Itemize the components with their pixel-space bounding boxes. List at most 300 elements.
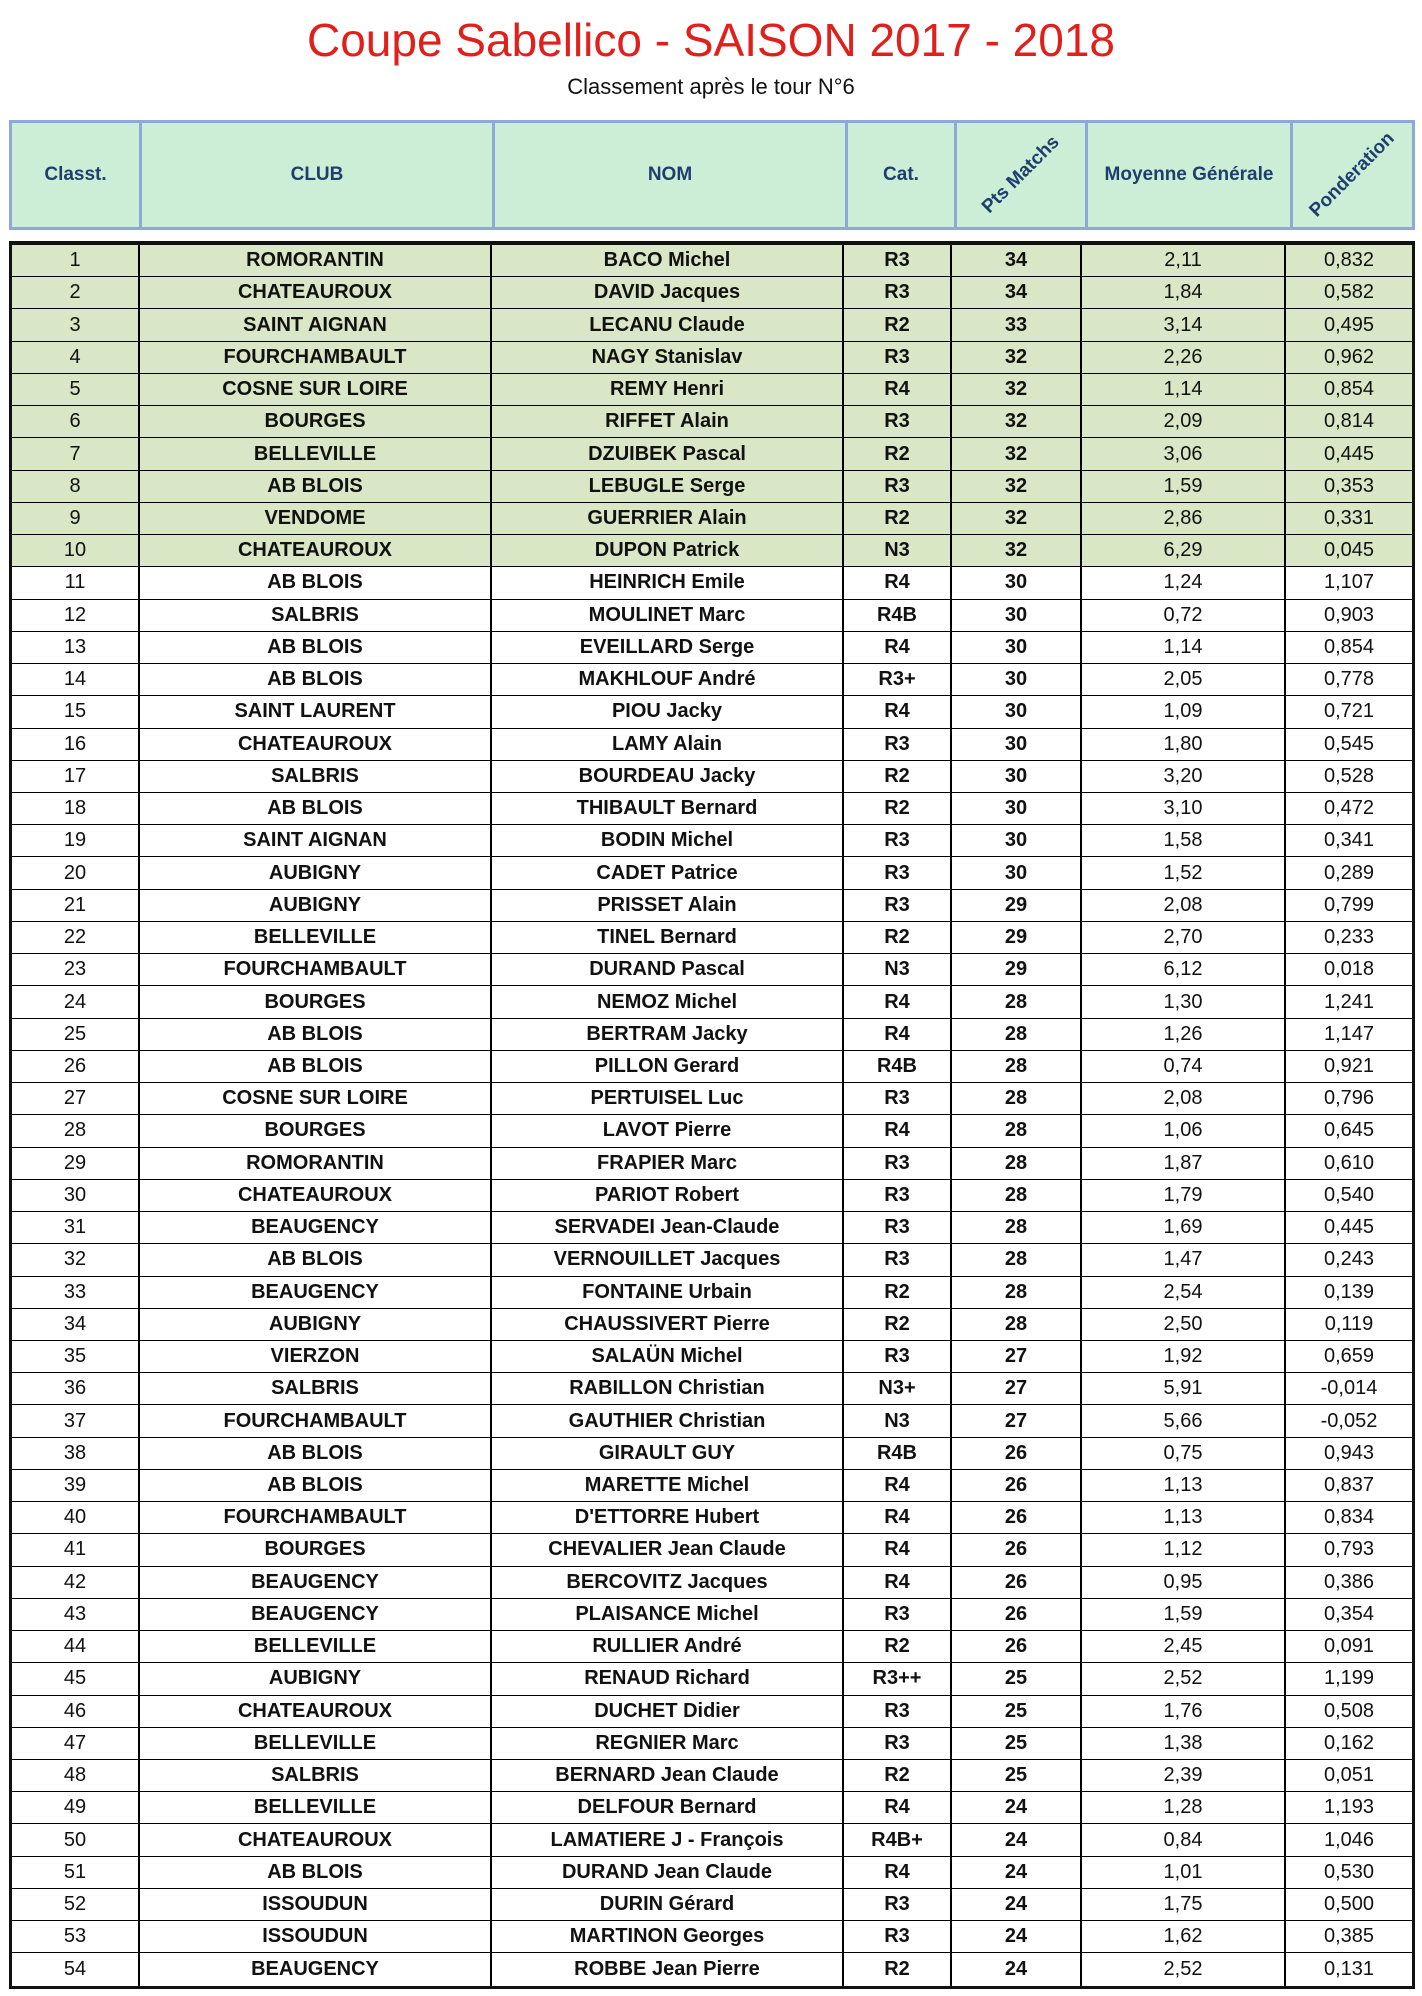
cell-category: R3 — [844, 1921, 952, 1952]
cell-club: AB BLOIS — [140, 471, 492, 502]
cell-points: 32 — [952, 374, 1082, 405]
table-row — [12, 1373, 1412, 1405]
cell-name: LAMATIERE J - François — [492, 1824, 844, 1855]
cell-rank: 17 — [12, 761, 140, 792]
cell-weighting: 0,659 — [1323, 1345, 1375, 1368]
cell-average: 1,59 — [1082, 1599, 1286, 1630]
cell-rank: 2 — [12, 277, 140, 308]
cell-category: R4 — [844, 567, 952, 598]
cell-average: 1,69 — [1082, 1212, 1286, 1243]
cell-name: FRAPIER Marc — [492, 1148, 844, 1179]
cell-average: 2,70 — [1082, 922, 1286, 953]
table-row — [12, 1244, 1412, 1276]
cell-points: 30 — [952, 664, 1082, 695]
cell-points: 26 — [952, 1502, 1082, 1533]
cell-name: HEINRICH Emile — [492, 567, 844, 598]
cell-name: ROBBE Jean Pierre — [492, 1953, 844, 1985]
cell-category: R3 — [844, 1599, 952, 1630]
cell-weighting: 1,241 — [1323, 990, 1375, 1013]
cell-name: BOURDEAU Jacky — [492, 761, 844, 792]
cell-club: AB BLOIS — [140, 664, 492, 695]
cell-name: LAVOT Pierre — [492, 1115, 844, 1146]
cell-club: BOURGES — [140, 1534, 492, 1565]
cell-weighting: 0,854 — [1286, 374, 1412, 405]
table-row — [12, 632, 1412, 664]
table-row — [12, 729, 1412, 761]
cell-average: 1,13 — [1082, 1470, 1286, 1501]
table-row — [12, 600, 1412, 632]
cell-category: R2 — [844, 793, 952, 824]
cell-rank: 54 — [12, 1953, 140, 1985]
cell-weighting: 0,472 — [1323, 797, 1375, 820]
cell-club: BELLEVILLE — [140, 1728, 492, 1759]
cell-category: R4 — [844, 1470, 952, 1501]
table-row — [12, 1857, 1412, 1889]
cell-rank: 45 — [12, 1663, 140, 1694]
cell-average: 1,01 — [1082, 1857, 1286, 1888]
cell-weighting: 0,508 — [1323, 1699, 1375, 1722]
cell-rank: 43 — [12, 1599, 140, 1630]
cell-rank: 1 — [12, 245, 140, 276]
cell-category: R2 — [844, 309, 952, 340]
cell-category: R4 — [844, 1502, 952, 1533]
cell-average: 1,58 — [1082, 825, 1286, 856]
cell-name: SERVADEI Jean-Claude — [492, 1212, 844, 1243]
table-row — [12, 1631, 1412, 1663]
cell-weighting: 0,796 — [1323, 1087, 1375, 1110]
cell-club: CHATEAUROUX — [140, 1180, 492, 1211]
cell-weighting: 0,385 — [1323, 1925, 1375, 1948]
cell-name: D'ETTORRE Hubert — [492, 1502, 844, 1533]
cell-category: R4 — [844, 986, 952, 1017]
cell-average: 2,39 — [1082, 1760, 1286, 1791]
cell-weighting: 1,147 — [1323, 1022, 1375, 1045]
cell-category: R4 — [844, 1857, 952, 1888]
cell-club: BELLEVILLE — [140, 1631, 492, 1662]
cell-category: R3 — [844, 342, 952, 373]
table-row — [12, 438, 1412, 470]
cell-weighting: 0,354 — [1323, 1602, 1375, 1625]
table-row — [12, 1438, 1412, 1470]
cell-name: PARIOT Robert — [492, 1180, 844, 1211]
cell-average: 5,66 — [1082, 1405, 1286, 1436]
cell-weighting: 1,193 — [1323, 1796, 1375, 1819]
cell-average: 2,45 — [1082, 1631, 1286, 1662]
cell-category: R4 — [844, 1567, 952, 1598]
cell-rank: 29 — [12, 1148, 140, 1179]
cell-average: 1,30 — [1082, 986, 1286, 1017]
cell-rank: 3 — [12, 309, 140, 340]
cell-category: R4 — [844, 1792, 952, 1823]
cell-name: DAVID Jacques — [492, 277, 844, 308]
cell-average: 3,06 — [1082, 438, 1286, 469]
cell-rank: 33 — [12, 1277, 140, 1308]
cell-name: DELFOUR Bernard — [492, 1792, 844, 1823]
cell-average: 1,87 — [1082, 1148, 1286, 1179]
table-row — [12, 1889, 1412, 1921]
table-row — [12, 342, 1412, 374]
cell-club: BOURGES — [140, 406, 492, 437]
cell-points: 28 — [952, 1148, 1082, 1179]
cell-club: AB BLOIS — [140, 1051, 492, 1082]
cell-weighting: 0,445 — [1323, 1216, 1375, 1239]
table-row — [12, 986, 1412, 1018]
table-row — [12, 1792, 1412, 1824]
cell-rank: 14 — [12, 664, 140, 695]
cell-club: SAINT AIGNAN — [140, 309, 492, 340]
cell-name: PILLON Gerard — [492, 1051, 844, 1082]
cell-points: 28 — [952, 986, 1082, 1017]
cell-weighting: 0,545 — [1323, 732, 1375, 755]
cell-weighting: 0,331 — [1286, 503, 1412, 534]
cell-rank: 19 — [12, 825, 140, 856]
cell-points: 33 — [952, 309, 1082, 340]
cell-category: R3 — [844, 1889, 952, 1920]
cell-category: N3+ — [844, 1373, 952, 1404]
cell-points: 26 — [952, 1631, 1082, 1662]
cell-name: MARTINON Georges — [492, 1921, 844, 1952]
header-points — [957, 123, 1085, 227]
cell-rank: 6 — [12, 406, 140, 437]
cell-average: 1,38 — [1082, 1728, 1286, 1759]
cell-points: 32 — [952, 535, 1082, 566]
cell-rank: 4 — [12, 342, 140, 373]
cell-club: FOURCHAMBAULT — [140, 954, 492, 985]
cell-weighting: 0,832 — [1286, 245, 1412, 276]
cell-category: R3 — [844, 277, 952, 308]
table-row — [12, 1728, 1412, 1760]
cell-weighting: 0,834 — [1323, 1506, 1375, 1529]
cell-rank: 27 — [12, 1083, 140, 1114]
cell-points: 24 — [952, 1889, 1082, 1920]
cell-club: AB BLOIS — [140, 632, 492, 663]
table-row — [12, 1824, 1412, 1856]
cell-points: 28 — [952, 1244, 1082, 1275]
cell-points: 26 — [952, 1470, 1082, 1501]
cell-name: DURAND Pascal — [492, 954, 844, 985]
cell-average: 1,14 — [1082, 632, 1286, 663]
table-row — [12, 245, 1412, 277]
cell-points: 27 — [952, 1405, 1082, 1436]
cell-category: R3 — [844, 1212, 952, 1243]
cell-name: LAMY Alain — [492, 729, 844, 760]
table-row — [12, 406, 1412, 438]
cell-category: R2 — [844, 1277, 952, 1308]
cell-average: 1,59 — [1082, 471, 1286, 502]
cell-name: VERNOUILLET Jacques — [492, 1244, 844, 1275]
cell-club: COSNE SUR LOIRE — [140, 374, 492, 405]
cell-points: 32 — [952, 342, 1082, 373]
cell-weighting: 0,645 — [1323, 1119, 1375, 1142]
cell-rank: 46 — [12, 1696, 140, 1727]
cell-rank: 13 — [12, 632, 140, 663]
cell-rank: 50 — [12, 1824, 140, 1855]
cell-club: VENDOME — [140, 503, 492, 534]
cell-weighting: 0,289 — [1323, 861, 1375, 884]
cell-average: 1,79 — [1082, 1180, 1286, 1211]
table-row — [12, 793, 1412, 825]
cell-category: N3 — [844, 535, 952, 566]
cell-name: DZUIBEK Pascal — [492, 438, 844, 469]
cell-rank: 5 — [12, 374, 140, 405]
cell-weighting: -0,052 — [1320, 1409, 1378, 1432]
cell-rank: 30 — [12, 1180, 140, 1211]
ranking-table — [9, 241, 1415, 1989]
cell-weighting: 0,921 — [1323, 1054, 1375, 1077]
cell-category: R3 — [844, 471, 952, 502]
cell-average: 0,84 — [1082, 1824, 1286, 1855]
cell-category: R3 — [844, 245, 952, 276]
cell-average: 3,10 — [1082, 793, 1286, 824]
cell-points: 25 — [952, 1696, 1082, 1727]
table-row — [12, 1663, 1412, 1695]
cell-rank: 23 — [12, 954, 140, 985]
table-row — [12, 1760, 1412, 1792]
cell-club: AB BLOIS — [140, 1244, 492, 1275]
cell-club: VIERZON — [140, 1341, 492, 1372]
cell-category: R2 — [844, 438, 952, 469]
cell-club: BEAUGENCY — [140, 1212, 492, 1243]
cell-name: GIRAULT GUY — [492, 1438, 844, 1469]
cell-rank: 26 — [12, 1051, 140, 1082]
table-row — [12, 1599, 1412, 1631]
table-row — [12, 309, 1412, 341]
cell-average: 1,84 — [1082, 277, 1286, 308]
cell-rank: 49 — [12, 1792, 140, 1823]
cell-rank: 18 — [12, 793, 140, 824]
cell-rank: 25 — [12, 1019, 140, 1050]
cell-weighting: 0,721 — [1323, 700, 1375, 723]
table-row — [12, 277, 1412, 309]
cell-club: BEAUGENCY — [140, 1567, 492, 1598]
cell-name: PIOU Jacky — [492, 696, 844, 727]
cell-points: 25 — [952, 1728, 1082, 1759]
cell-average: 1,75 — [1082, 1889, 1286, 1920]
cell-club: BEAUGENCY — [140, 1277, 492, 1308]
cell-points: 24 — [952, 1857, 1082, 1888]
cell-name: FONTAINE Urbain — [492, 1277, 844, 1308]
cell-weighting: 1,046 — [1323, 1828, 1375, 1851]
cell-category: R4 — [844, 374, 952, 405]
cell-rank: 34 — [12, 1309, 140, 1340]
cell-category: R3 — [844, 890, 952, 921]
cell-average: 5,91 — [1082, 1373, 1286, 1404]
cell-club: SALBRIS — [140, 600, 492, 631]
cell-rank: 53 — [12, 1921, 140, 1952]
cell-category: R4 — [844, 1534, 952, 1565]
header-weighting — [1293, 123, 1412, 227]
cell-weighting: 0,341 — [1323, 829, 1375, 852]
cell-category: R3+ — [844, 664, 952, 695]
cell-category: R3 — [844, 729, 952, 760]
cell-name: NAGY Stanislav — [492, 342, 844, 373]
cell-average: 1,14 — [1082, 374, 1286, 405]
cell-weighting: 0,139 — [1323, 1280, 1375, 1303]
cell-weighting: 0,962 — [1286, 342, 1412, 373]
cell-weighting: 0,837 — [1323, 1474, 1375, 1497]
table-row — [12, 1212, 1412, 1244]
cell-club: AUBIGNY — [140, 1309, 492, 1340]
table-row — [12, 922, 1412, 954]
cell-rank: 52 — [12, 1889, 140, 1920]
cell-category: R3 — [844, 857, 952, 888]
cell-club: CHATEAUROUX — [140, 1696, 492, 1727]
cell-average: 2,08 — [1082, 890, 1286, 921]
cell-points: 30 — [952, 632, 1082, 663]
cell-name: RABILLON Christian — [492, 1373, 844, 1404]
cell-weighting: 1,107 — [1323, 571, 1375, 594]
header-average: Moyenne Générale — [1088, 123, 1290, 227]
cell-weighting: 1,199 — [1323, 1667, 1375, 1690]
cell-club: AB BLOIS — [140, 1438, 492, 1469]
cell-average: 2,09 — [1082, 406, 1286, 437]
cell-rank: 15 — [12, 696, 140, 727]
cell-points: 30 — [952, 729, 1082, 760]
table-row — [12, 696, 1412, 728]
table-row — [12, 1696, 1412, 1728]
cell-rank: 22 — [12, 922, 140, 953]
cell-points: 32 — [952, 471, 1082, 502]
cell-club: FOURCHAMBAULT — [140, 1405, 492, 1436]
cell-points: 32 — [952, 406, 1082, 437]
cell-name: DUPON Patrick — [492, 535, 844, 566]
cell-weighting: 0,386 — [1323, 1570, 1375, 1593]
cell-rank: 28 — [12, 1115, 140, 1146]
cell-club: SALBRIS — [140, 1760, 492, 1791]
page-title: Coupe Sabellico - SAISON 2017 - 2018 — [306, 14, 1116, 66]
cell-name: RIFFET Alain — [492, 406, 844, 437]
cell-points: 28 — [952, 1083, 1082, 1114]
cell-rank: 39 — [12, 1470, 140, 1501]
table-row — [12, 1405, 1412, 1437]
cell-club: AUBIGNY — [140, 890, 492, 921]
cell-average: 6,29 — [1082, 535, 1286, 566]
cell-club: BOURGES — [140, 986, 492, 1017]
cell-club: AB BLOIS — [140, 1019, 492, 1050]
cell-club: BEAUGENCY — [140, 1599, 492, 1630]
cell-category: R4B — [844, 1438, 952, 1469]
cell-weighting: 0,445 — [1286, 438, 1412, 469]
cell-weighting: 0,799 — [1323, 893, 1375, 916]
cell-rank: 8 — [12, 471, 140, 502]
cell-rank: 10 — [12, 535, 140, 566]
cell-average: 2,11 — [1082, 245, 1286, 276]
cell-weighting: 0,540 — [1323, 1183, 1375, 1206]
cell-name: RULLIER André — [492, 1631, 844, 1662]
cell-club: ROMORANTIN — [140, 1148, 492, 1179]
cell-average: 0,72 — [1082, 600, 1286, 631]
cell-category: R4B — [844, 600, 952, 631]
cell-name: LEBUGLE Serge — [492, 471, 844, 502]
cell-average: 0,75 — [1082, 1438, 1286, 1469]
cell-category: R3 — [844, 1696, 952, 1727]
table-header — [9, 120, 1415, 230]
cell-average: 1,28 — [1082, 1792, 1286, 1823]
cell-weighting: 0,233 — [1323, 926, 1375, 949]
header-weighting-label: Ponderation — [1305, 128, 1399, 222]
cell-club: AUBIGNY — [140, 1663, 492, 1694]
cell-name: DURAND Jean Claude — [492, 1857, 844, 1888]
cell-average: 1,52 — [1082, 857, 1286, 888]
cell-name: CHAUSSIVERT Pierre — [492, 1309, 844, 1340]
table-row — [12, 1115, 1412, 1147]
cell-club: ROMORANTIN — [140, 245, 492, 276]
cell-category: R2 — [844, 1631, 952, 1662]
table-row — [12, 503, 1412, 535]
cell-weighting: 0,353 — [1286, 471, 1412, 502]
cell-rank: 44 — [12, 1631, 140, 1662]
cell-points: 30 — [952, 761, 1082, 792]
table-row — [12, 535, 1412, 567]
table-row — [12, 1180, 1412, 1212]
cell-name: DURIN Gérard — [492, 1889, 844, 1920]
cell-points: 25 — [952, 1663, 1082, 1694]
cell-category: N3 — [844, 1405, 952, 1436]
cell-weighting: 0,119 — [1324, 1312, 1374, 1335]
cell-average: 1,13 — [1082, 1502, 1286, 1533]
cell-rank: 36 — [12, 1373, 140, 1404]
cell-weighting: 0,045 — [1286, 535, 1412, 566]
cell-weighting: 0,091 — [1323, 1635, 1375, 1658]
cell-name: BERTRAM Jacky — [492, 1019, 844, 1050]
cell-category: R4B+ — [844, 1824, 952, 1855]
cell-average: 2,52 — [1082, 1953, 1286, 1985]
cell-rank: 16 — [12, 729, 140, 760]
cell-club: SALBRIS — [140, 1373, 492, 1404]
cell-category: R3 — [844, 1083, 952, 1114]
cell-category: R4 — [844, 632, 952, 663]
cell-average: 2,52 — [1082, 1663, 1286, 1694]
cell-points: 30 — [952, 793, 1082, 824]
cell-name: EVEILLARD Serge — [492, 632, 844, 663]
cell-points: 28 — [952, 1309, 1082, 1340]
cell-club: BEAUGENCY — [140, 1953, 492, 1985]
cell-rank: 38 — [12, 1438, 140, 1469]
cell-club: BELLEVILLE — [140, 1792, 492, 1823]
table-row — [12, 825, 1412, 857]
cell-club: CHATEAUROUX — [140, 535, 492, 566]
cell-weighting: 0,903 — [1323, 603, 1375, 626]
cell-category: R3++ — [844, 1663, 952, 1694]
cell-rank: 32 — [12, 1244, 140, 1275]
table-row — [12, 1470, 1412, 1502]
cell-name: BODIN Michel — [492, 825, 844, 856]
cell-weighting: 0,495 — [1286, 309, 1412, 340]
cell-category: R3 — [844, 1180, 952, 1211]
cell-points: 25 — [952, 1760, 1082, 1791]
cell-points: 28 — [952, 1051, 1082, 1082]
table-row — [12, 374, 1412, 406]
cell-points: 27 — [952, 1373, 1082, 1404]
table-row — [12, 1534, 1412, 1566]
cell-weighting: 0,943 — [1323, 1441, 1375, 1464]
cell-points: 28 — [952, 1019, 1082, 1050]
table-row — [12, 567, 1412, 599]
cell-category: R3 — [844, 406, 952, 437]
cell-points: 32 — [952, 438, 1082, 469]
cell-points: 29 — [952, 890, 1082, 921]
table-row — [12, 890, 1412, 922]
cell-category: N3 — [844, 954, 952, 985]
table-row — [12, 664, 1412, 696]
cell-points: 24 — [952, 1792, 1082, 1823]
cell-average: 1,47 — [1082, 1244, 1286, 1275]
cell-rank: 20 — [12, 857, 140, 888]
cell-rank: 24 — [12, 986, 140, 1017]
cell-points: 28 — [952, 1212, 1082, 1243]
table-row — [12, 1051, 1412, 1083]
cell-points: 30 — [952, 600, 1082, 631]
